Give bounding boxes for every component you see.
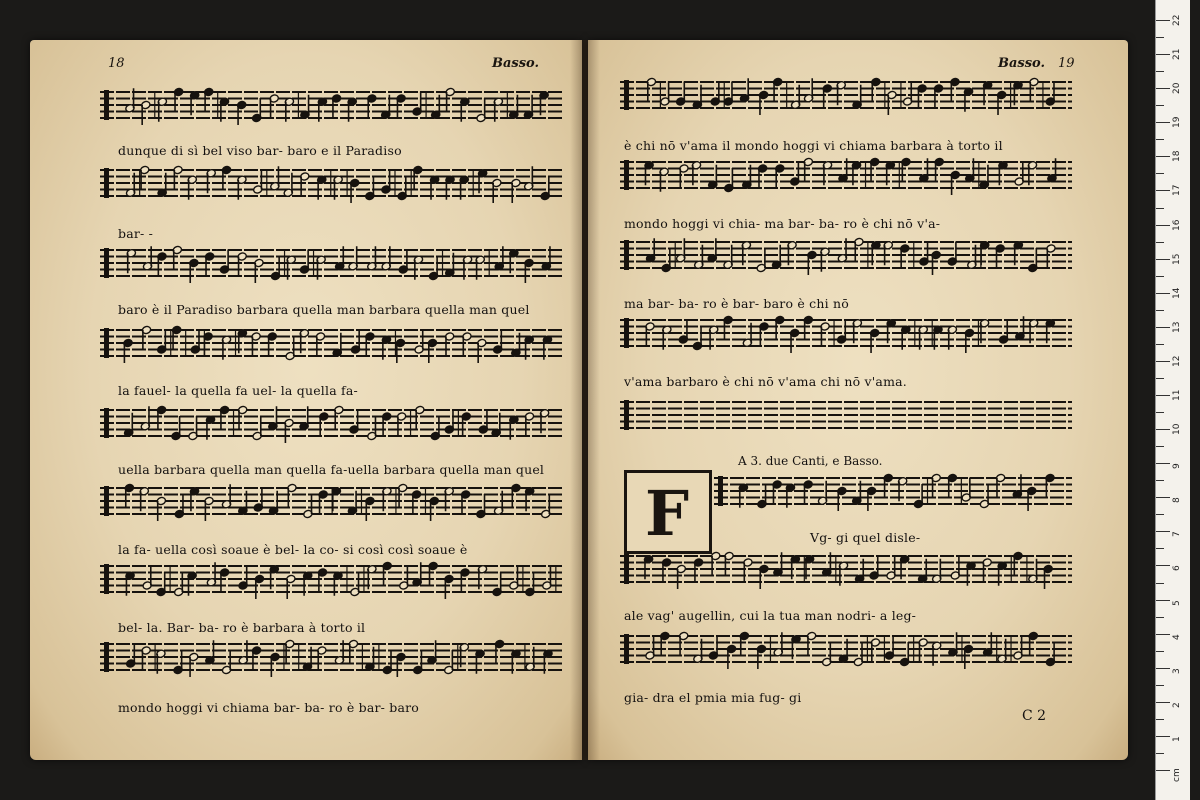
signature-mark: C 2	[1022, 708, 1047, 724]
ruler-tick	[1156, 71, 1164, 72]
ruler-tick	[1156, 37, 1164, 38]
clef-icon	[104, 564, 109, 594]
clef-icon	[104, 486, 109, 516]
ruler-tick	[1156, 600, 1170, 601]
initial-letter: F	[645, 477, 690, 550]
staff	[620, 631, 1072, 669]
lyric-line: dunque di sì bel viso bar- baro e il Paradiso	[118, 143, 402, 158]
clef-icon	[624, 554, 629, 584]
ruler-tick	[1156, 514, 1164, 515]
ruler-tick	[1156, 736, 1170, 737]
clef-icon	[624, 318, 629, 348]
ruler-tick	[1156, 105, 1164, 106]
lyric-line: baro è il Paradiso barbara quella man barbara quella man quel	[118, 302, 530, 317]
ruler-tick	[1156, 429, 1170, 430]
ruler-label: 9	[1172, 463, 1182, 470]
staff	[620, 77, 1072, 115]
ruler-tick	[1156, 361, 1170, 362]
ruler-label: 2	[1172, 702, 1182, 708]
ruler-tick	[1156, 139, 1164, 140]
ruler-label: 12	[1172, 355, 1182, 367]
staff	[100, 405, 562, 443]
ruler-label: 18	[1172, 150, 1182, 163]
ruler-tick	[1156, 293, 1170, 294]
clef-icon	[104, 90, 109, 120]
clef-icon	[104, 168, 109, 198]
ruler-label: 13	[1172, 321, 1182, 333]
ruler-tick	[1156, 770, 1170, 771]
ruler-unit-label: cm	[1172, 768, 1182, 782]
ruler-tick	[1156, 668, 1170, 669]
ruler-label: 16	[1172, 219, 1182, 231]
lyric-line: uella barbara quella man quella fa-uella barbara quella man quel	[118, 462, 545, 477]
ruler-label: 10	[1172, 423, 1182, 436]
ruler-tick	[1156, 412, 1164, 413]
lyric-line: ma bar- ba- ro è bar- baro è chi nō	[624, 296, 849, 311]
staff	[100, 483, 562, 521]
clef-icon	[624, 80, 629, 110]
ruler-tick	[1156, 446, 1164, 447]
ruler-tick	[1156, 344, 1164, 345]
open-book	[22, 30, 1132, 770]
clef-icon	[104, 328, 109, 358]
ruler-tick	[1156, 480, 1164, 481]
ruler-tick	[1156, 276, 1164, 277]
section-heading: A 3. due Canti, e Basso.	[738, 454, 883, 468]
lyric-line: bel- la. Bar- ba- ro è barbara à torto il	[118, 620, 366, 635]
lyric-line: mondo hoggi vi chia- ma bar- ba- ro è chi nō v'a-	[624, 216, 941, 231]
ruler-label: 20	[1172, 82, 1182, 95]
ruler-tick	[1156, 565, 1170, 566]
clef-icon	[104, 248, 109, 278]
lyric-line: gia- dra el pmia mia fug- gi	[624, 690, 802, 705]
lyric-line: la fauel- la quella fa uel- la quella fa-	[118, 383, 358, 398]
ruler-tick	[1156, 54, 1170, 55]
ruler-label: 11	[1172, 389, 1182, 401]
staff	[100, 561, 562, 599]
ruler-tick	[1156, 225, 1170, 226]
ruler-tick	[1156, 88, 1170, 89]
ruler-label: 8	[1172, 497, 1182, 504]
running-head-right: Basso.	[998, 56, 1046, 71]
ruler-tick	[1156, 122, 1170, 123]
ruler-label: 17	[1172, 185, 1182, 197]
staff	[620, 315, 1072, 353]
ruler-tick	[1156, 651, 1164, 652]
ruler-tick	[1156, 173, 1164, 174]
clef-icon	[104, 408, 109, 438]
ruler-tick	[1156, 378, 1164, 379]
lyric-line: v'ama barbaro è chi nō v'ama chi nō v'ama.	[624, 374, 907, 389]
clef-icon	[624, 634, 629, 664]
ruler-tick	[1156, 156, 1170, 157]
ruler-tick	[1156, 395, 1170, 396]
page-number-right: 19	[1058, 56, 1075, 71]
measurement-ruler	[1155, 0, 1190, 800]
staff	[100, 165, 562, 203]
ruler-label: 3	[1172, 667, 1182, 674]
ruler-tick	[1156, 719, 1164, 720]
music-staves	[22, 30, 1132, 770]
ruler-tick	[1156, 463, 1170, 464]
ruler-tick	[1156, 242, 1164, 243]
lyric-line: mondo hoggi vi chiama bar- ba- ro è bar- baro	[118, 700, 419, 715]
clef-icon	[624, 160, 629, 190]
ruler-tick	[1156, 685, 1164, 686]
ruler-tick	[1156, 259, 1170, 260]
staff	[714, 473, 1072, 511]
staff	[100, 245, 562, 283]
lyric-line: la fa- uella così soaue è bel- la co- si così così soaue è	[118, 542, 468, 557]
ruler-tick	[1156, 583, 1164, 584]
lyric-line: è chi nō v'ama il mondo hoggi vi chiama barbara à torto il	[624, 138, 1003, 153]
staff	[100, 639, 562, 677]
staff	[620, 551, 1072, 589]
ruler-label: 7	[1172, 531, 1182, 538]
ruler-tick	[1156, 327, 1170, 328]
ruler-tick	[1156, 497, 1170, 498]
clef-icon	[718, 476, 723, 506]
clef-icon	[624, 400, 629, 430]
ruler-tick	[1156, 617, 1164, 618]
staff	[100, 325, 562, 363]
ruler-label: 4	[1172, 633, 1182, 640]
ruler-tick	[1156, 634, 1170, 635]
lyric-line: ale vag' augellin, cui la tua man nodri- a leg-	[624, 608, 917, 623]
ruler-label: 14	[1172, 287, 1182, 299]
ruler-label: 1	[1172, 736, 1182, 742]
lyric-line: Vg- gi quel disle-	[810, 530, 921, 545]
staff	[620, 400, 1072, 430]
ruler-tick	[1156, 702, 1170, 703]
ruler-tick	[1156, 753, 1164, 754]
staff	[100, 87, 562, 125]
ruler-tick	[1156, 310, 1164, 311]
clef-icon	[624, 240, 629, 270]
ruler-label: 6	[1172, 565, 1182, 572]
ruler-tick	[1156, 208, 1164, 209]
ruler-tick	[1156, 190, 1170, 191]
ruler-label: 5	[1172, 599, 1182, 606]
ruler-tick	[1156, 548, 1164, 549]
staff	[620, 157, 1072, 195]
running-head-left: Basso.	[492, 56, 540, 71]
ruler-label: 15	[1172, 253, 1182, 265]
page-number-left: 18	[108, 56, 125, 71]
ruler-label: 21	[1172, 48, 1182, 61]
ruler-tick	[1156, 20, 1170, 21]
ruler-label: 19	[1172, 116, 1182, 129]
ruler-tick	[1156, 531, 1170, 532]
ruler-label: 22	[1172, 14, 1182, 26]
staff	[620, 237, 1072, 275]
clef-icon	[104, 642, 109, 672]
lyric-line: bar- -	[118, 226, 154, 241]
